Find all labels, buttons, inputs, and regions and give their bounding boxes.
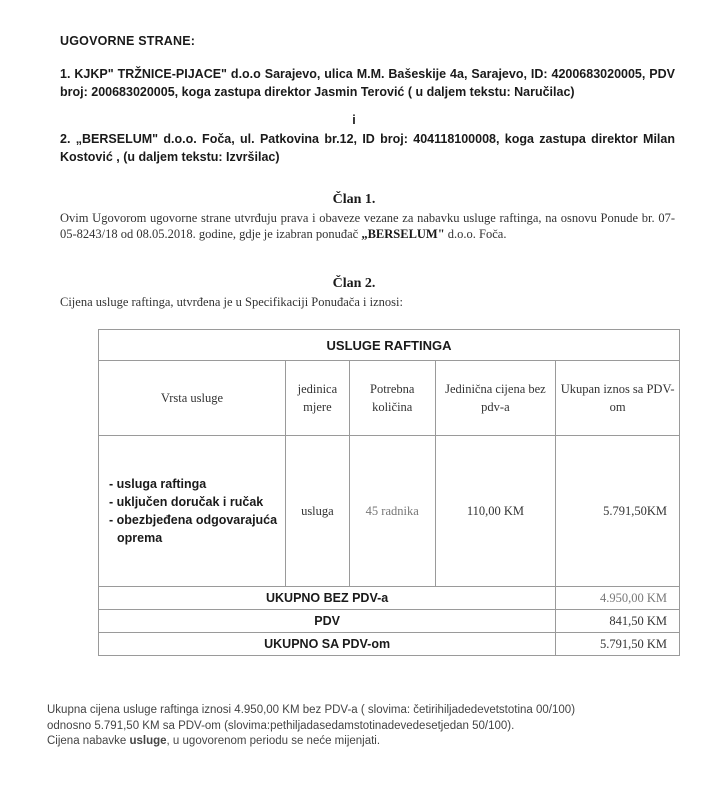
sum-value-without-vat: 4.950,00 KM [556,587,680,610]
party-2: 2. „BERSELUM" d.o.o. Foča, ul. Patkovina br.12, ID broj: 404118100008, koga zastupa direktor Milan Kostović , (u daljem tekstu: Izvršilac) [60,132,675,164]
cell-quantity: 45 radnika [349,436,435,587]
sum-label-vat: PDV [99,610,556,633]
service-item: - usluga raftinga [109,477,207,491]
cell-unit-price: 110,00 KM [435,436,556,587]
header-service-type: Vrsta usluge [99,361,286,436]
service-item: - uključen doručak i ručak [109,495,264,509]
service-item: oprema [117,531,163,545]
party-separator: i [352,113,356,127]
summary-line-3-bold: usluge [129,735,167,747]
summary-line-2: odnosno 5.791,50 KM sa PDV-om (slovima:pethiljadasedamstotinadevedesetjedan 50/100). [47,719,515,732]
cell-unit: usluga [285,436,349,587]
service-list [99,436,286,587]
table-title: USLUGE RAFTINGA [99,330,680,361]
article-1-text-part: Ovim Ugovorom ugovorne strane utvrđuju prava i obaveze vezane za nabavku usluge raftinga, na osnovu Ponude br. 07-05-8243/18 od 08.05.2018. godine, gdje je izabran ponuđač [60,211,675,241]
service-item: - obezbjeđena odgovarajuća [109,513,278,527]
summary-line-3 [47,734,687,750]
header-total: Ukupan iznos sa PDV-om [556,361,680,436]
price-summary-text [47,703,687,750]
contract-parties-heading: UGOVORNE STRANE: [60,34,196,48]
header-unit: jedinica mjere [285,361,349,436]
contractor-name: „BERSELUM" [361,227,445,241]
sum-label-with-vat: UKUPNO SA PDV-om [99,633,556,656]
cell-total: 5.791,50KM [556,436,680,587]
sum-label-without-vat: UKUPNO BEZ PDV-a [99,587,556,610]
article-1-text-end: d.o.o. Foča. [444,227,507,241]
article-1-title: Član 1. [332,192,376,207]
header-unit-price: Jedinična cijena bez pdv-a [435,361,556,436]
header-quantity: Potrebna količina [349,361,435,436]
pricing-table [98,329,680,656]
party-1: 1. KJKP" TRŽNICE-PIJACE" d.o.o Sarajevo, ulica M.M. Bašeskije 4a, Sarajevo, ID: 4200683020005, PDV broj: 200683020005, koga zastupa direktor Jasmin Terović ( u daljem tekstu: Naručilac) [60,67,675,99]
article-1-text [60,210,675,242]
article-2-title: Član 2. [332,276,376,291]
summary-line-3-end: , u ugovorenom periodu se neće mijenjati. [166,735,381,747]
sum-value-with-vat: 5.791,50 KM [556,633,680,656]
article-2-text: Cijena usluge raftinga, utvrđena je u Specifikaciji Ponuđača i iznosi: [60,295,403,309]
sum-value-vat: 841,50 KM [556,610,680,633]
summary-line-3-start: Cijena nabavke [47,735,130,747]
summary-line-1: Ukupna cijena usluge raftinga iznosi 4.950,00 KM bez PDV-a ( slovima: četirihiljadedevetstotina 00/100) [47,704,576,716]
